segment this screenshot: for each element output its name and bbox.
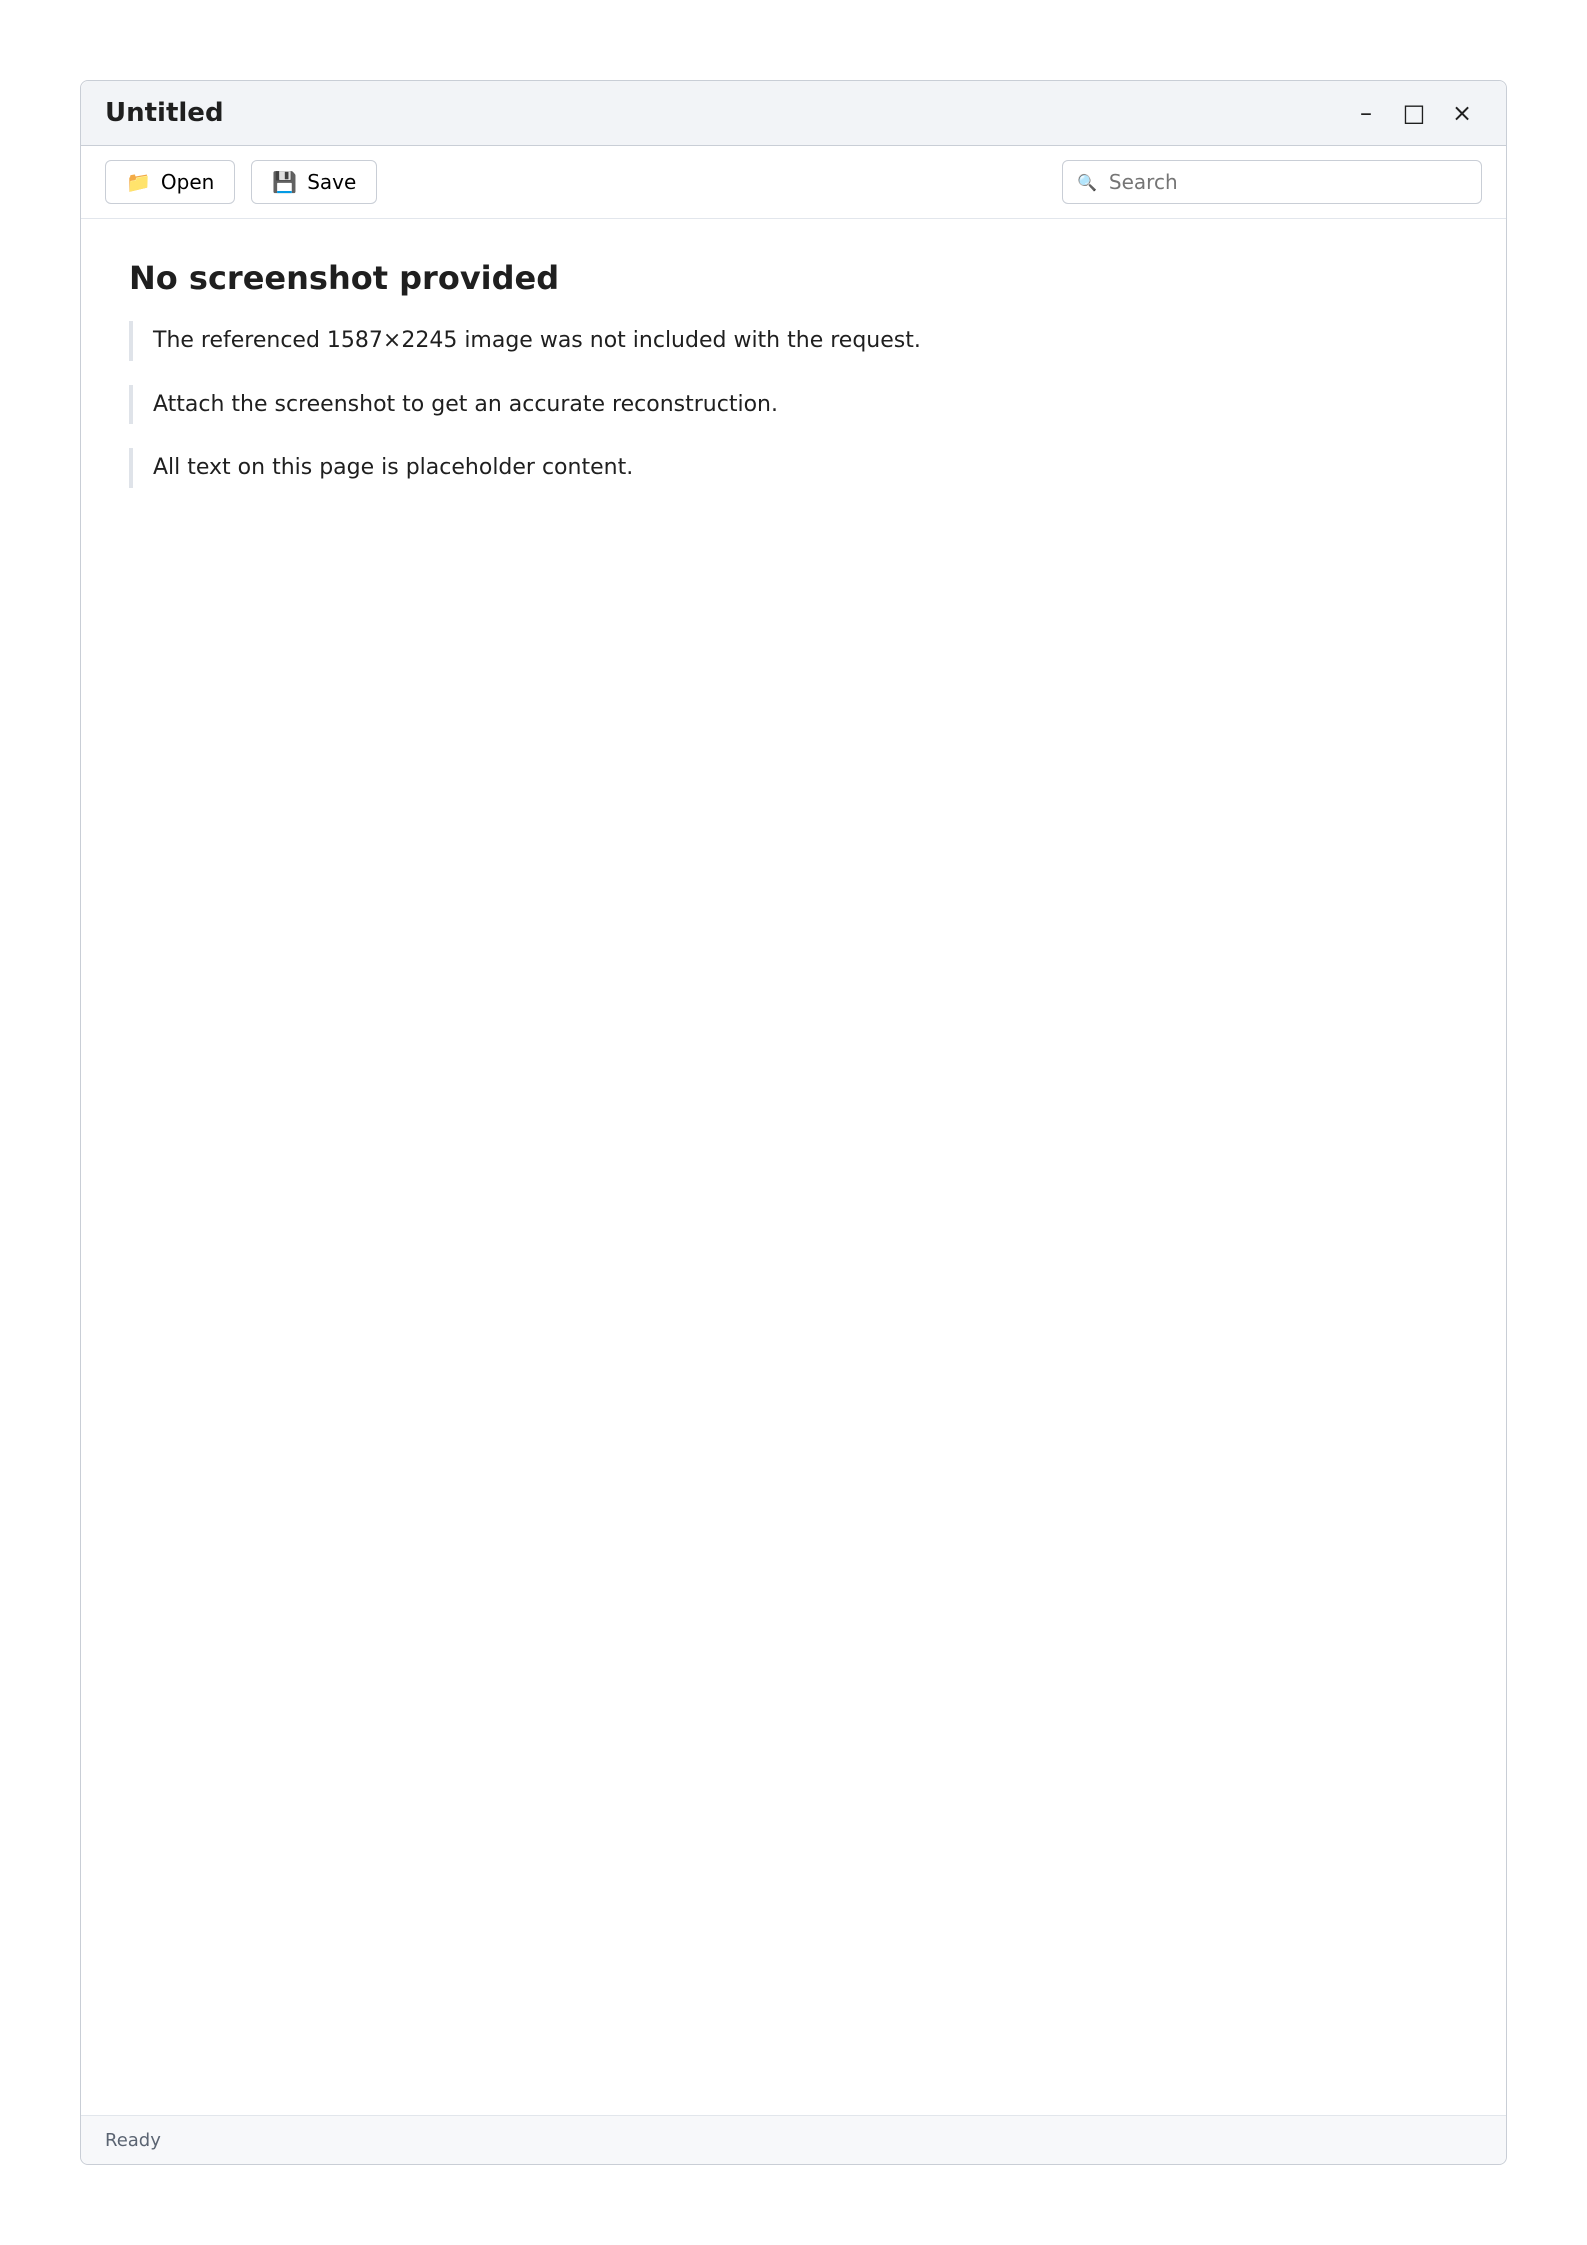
document-line: All text on this page is placeholder content.: [129, 448, 1458, 488]
folder-icon: 📁: [126, 170, 151, 194]
search-box[interactable]: [1062, 160, 1482, 204]
open-button[interactable]: [105, 160, 235, 204]
maximize-icon[interactable]: □: [1402, 99, 1426, 127]
minimize-icon[interactable]: –: [1360, 99, 1372, 127]
title-bar: [81, 81, 1506, 146]
open-button-label: Open: [160, 170, 215, 194]
status-text: Ready: [105, 2129, 161, 2151]
document-heading: No screenshot provided: [129, 259, 560, 297]
close-icon[interactable]: ×: [1451, 99, 1473, 127]
search-input[interactable]: [1107, 169, 1467, 195]
toolbar: [81, 146, 1506, 219]
save-icon: 💾: [272, 170, 298, 194]
document-line: Attach the screenshot to get an accurate reconstruction.: [129, 385, 1458, 425]
status-bar: [81, 2115, 1506, 2164]
document-area: [81, 219, 1506, 2115]
document-line: The referenced 1587×2245 image was not included with the request.: [129, 321, 1458, 361]
save-button[interactable]: [251, 160, 377, 204]
search-icon: 🔍: [1077, 172, 1097, 192]
window-title: Untitled: [105, 98, 224, 128]
save-button-label: Save: [307, 170, 357, 194]
app-window: [80, 80, 1507, 2165]
